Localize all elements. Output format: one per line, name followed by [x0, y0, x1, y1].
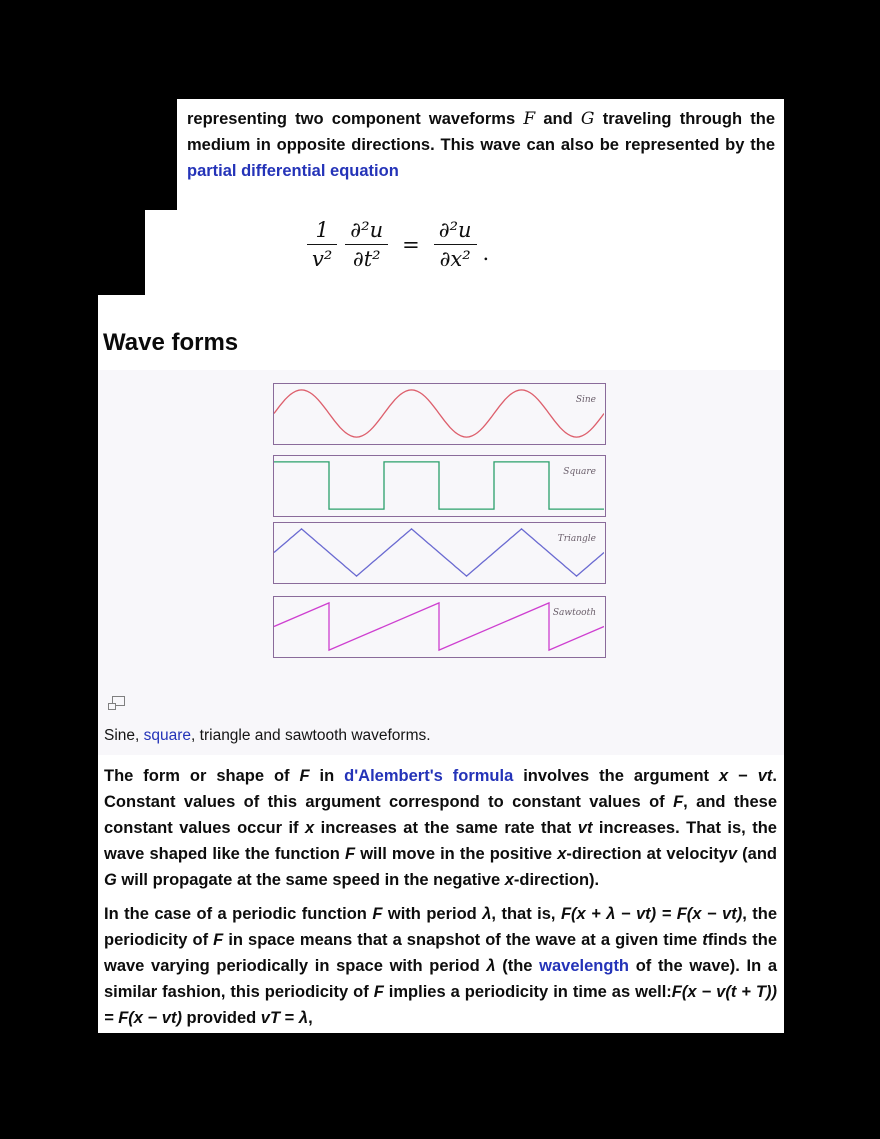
expand-icon-inner-rect [108, 703, 116, 710]
text-segment: − [728, 767, 758, 785]
equals-sign: = [402, 232, 420, 257]
waveform-sine [273, 383, 606, 445]
text-segment: traveling through the medium in opposite directions. This wave can also be represented by the [187, 110, 775, 154]
text-segment: λ [298, 1009, 309, 1027]
text-segment: F [213, 931, 224, 949]
text-segment: F [523, 109, 536, 129]
text-segment: G [580, 109, 595, 129]
waveform-sawtooth [273, 596, 606, 658]
text-segment: , that is, [491, 905, 561, 923]
media-viewer-expand-icon[interactable] [108, 696, 125, 710]
sawtooth-label: Sawtooth [552, 608, 596, 618]
text-segment: x [719, 767, 729, 785]
fraction-d2u-dt2: $\frac{\text{∂²u}}{\text{∂t²}}$ [345, 216, 388, 273]
text-segment: F [673, 793, 684, 811]
text-segment: representing two component waveforms [187, 110, 524, 128]
text-segment: F [372, 905, 383, 923]
fraction-one-over-v-squared: $\frac{1}{\text{v²}}$ [307, 216, 337, 273]
text-segment: F [345, 845, 356, 863]
waveforms-figure [98, 370, 784, 755]
text-segment: F(x − v(t + T)) = F(x − vt) [104, 983, 777, 1027]
text-segment: x [504, 871, 514, 889]
text-segment: G [104, 871, 117, 889]
waveforms-image[interactable] [273, 383, 606, 661]
text-segment: F [299, 767, 310, 785]
heading-wave-forms: Wave forms [103, 329, 239, 356]
dalemberts-formula-link[interactable]: d'Alembert's formula [344, 767, 514, 785]
text-segment: will propagate at the same speed in the negative [116, 871, 505, 889]
partial-differential-equation-link[interactable]: partial differential equation [187, 162, 399, 180]
body-paragraph-1 [104, 763, 777, 893]
text-segment: t [702, 931, 708, 949]
text-segment: involves the argument [513, 767, 720, 785]
text-segment: , triangle and sawtooth waveforms. [191, 727, 431, 744]
text-segment: , [308, 1009, 313, 1027]
text-segment: . Constant values of this argument correspond to constant values of [104, 767, 778, 811]
text-segment: in [309, 767, 345, 785]
formula-period: . [482, 240, 490, 265]
text-segment: vt [757, 767, 773, 785]
text-segment: λ [486, 957, 496, 975]
square-link[interactable]: square [143, 727, 192, 744]
triangle-label: Triangle [557, 534, 596, 544]
wavelength-link[interactable]: wavelength [539, 957, 630, 975]
text-segment: vt [577, 819, 593, 837]
text-segment: increases. That is, the wave shaped like the function [104, 819, 777, 863]
text-segment: (the [495, 957, 540, 975]
sine-label: Sine [575, 395, 596, 405]
text-segment: of the wave). In a similar fashion, this periodicity of [104, 957, 778, 1001]
waveform-triangle [273, 522, 606, 584]
waveform-square [273, 455, 606, 517]
fraction-d2u-dx2: $\frac{\text{∂²u}}{\text{∂x²}}$ [434, 216, 477, 273]
square-label: Square [563, 467, 596, 477]
intro-paragraph-block [177, 99, 784, 210]
text-segment: F [373, 983, 384, 1001]
intro-paragraph [187, 106, 775, 184]
figure-caption [104, 726, 431, 746]
text-segment: The form or shape of [104, 767, 300, 785]
text-segment: , the periodicity of [104, 905, 777, 949]
text-segment: -direction at velocity [566, 845, 728, 863]
text-segment: provided [181, 1009, 261, 1027]
triangle-wave-graphic [274, 523, 604, 582]
wave-equation-formula [303, 216, 489, 273]
text-segment: λ [482, 905, 492, 923]
text-segment: and [535, 110, 581, 128]
text-segment: in space means that a snapshot of the wave at a given time [223, 931, 703, 949]
text-segment: , and these constant values occur if [104, 793, 777, 837]
sine-wave-graphic [274, 384, 604, 443]
text-segment: x [305, 819, 315, 837]
text-segment: increases at the same rate that [314, 819, 578, 837]
body-paragraph-2 [104, 901, 777, 1031]
text-segment: implies a periodicity in time as well: [383, 983, 672, 1001]
text-segment: will move in the positive [355, 845, 558, 863]
content-area [98, 295, 784, 1033]
square-wave-graphic [274, 456, 604, 515]
formula-block [145, 210, 784, 295]
text-segment: = [280, 1009, 299, 1027]
sawtooth-wave-graphic [274, 597, 604, 656]
text-segment: vT [260, 1009, 281, 1027]
text-segment: v [727, 845, 738, 863]
text-segment: Sine, [104, 727, 144, 744]
text-segment: -direction). [513, 871, 600, 889]
text-segment: In the case of a periodic function [104, 905, 373, 923]
text-segment: with period [382, 905, 483, 923]
text-segment: (and [737, 845, 777, 863]
text-segment: F(x + λ − vt) = F(x − vt) [560, 905, 743, 923]
text-segment: finds the wave varying periodically in space with period [104, 931, 777, 975]
text-segment: x [557, 845, 567, 863]
